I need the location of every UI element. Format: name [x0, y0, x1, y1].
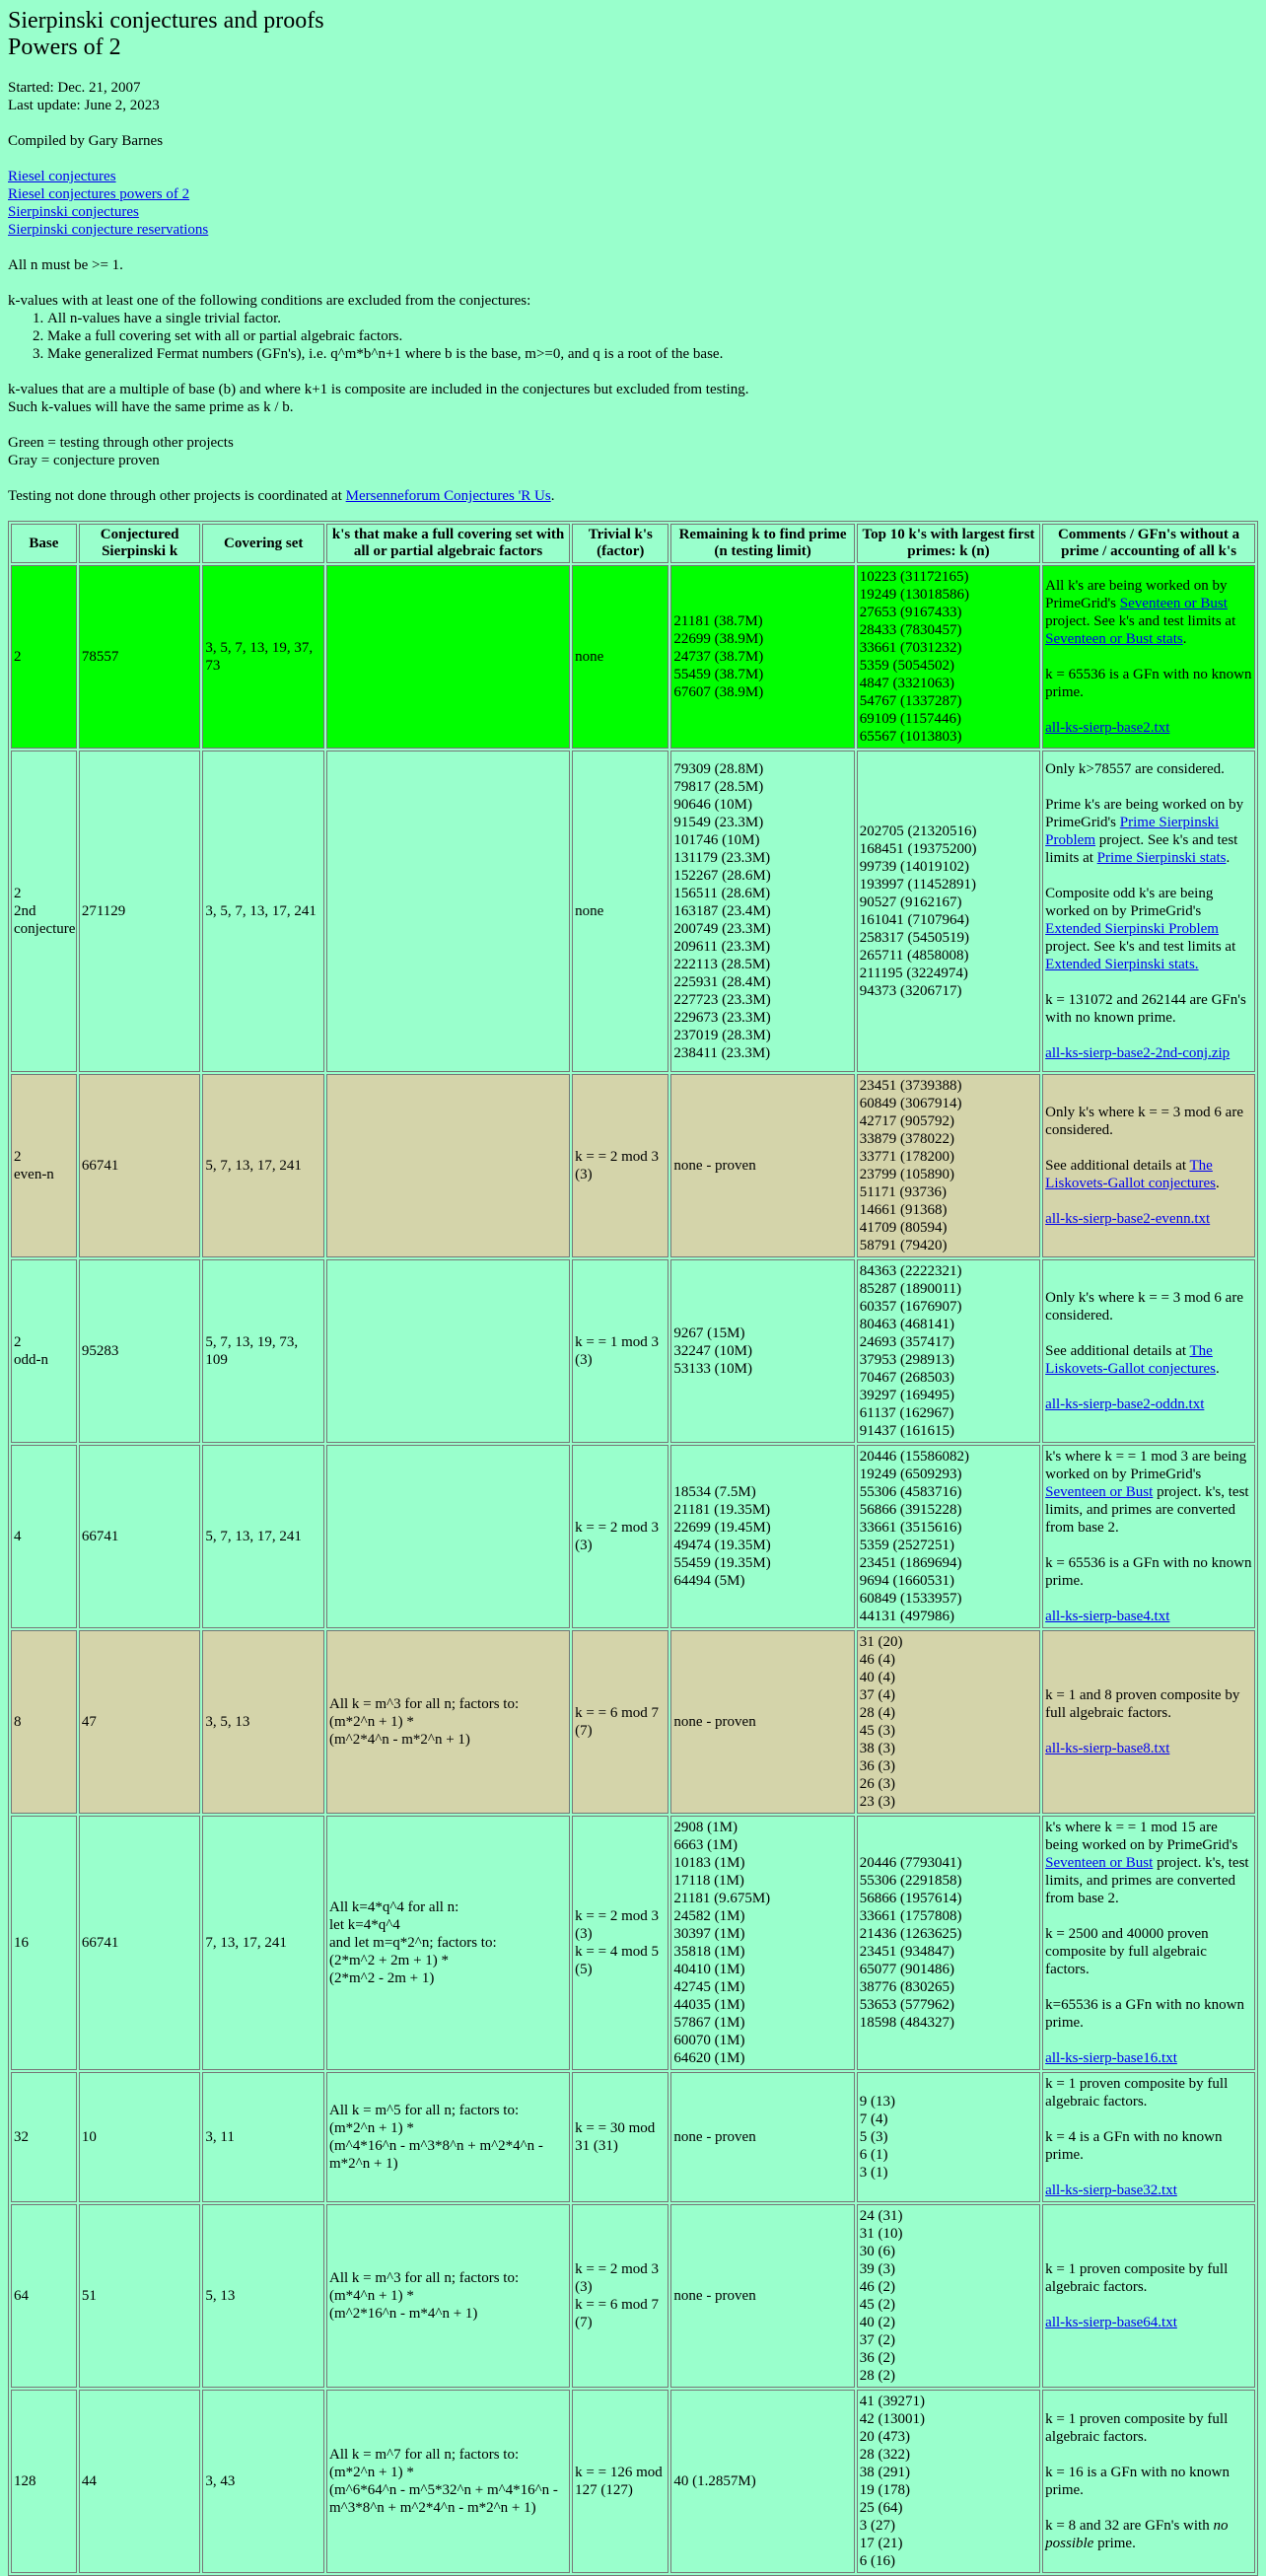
- comment-text: k = 1 and 8 proven composite by full algebraic factors.: [1045, 1687, 1240, 1721]
- cell-base: 2: [11, 565, 77, 749]
- table-row: [11, 1259, 1255, 1443]
- comment-text: project. See k's and test limits at: [1045, 939, 1236, 955]
- table-row: [11, 2390, 1255, 2573]
- cell-comments: [1042, 751, 1255, 1072]
- cell-base: 2 2nd conjecture: [11, 751, 77, 1072]
- comment-link[interactable]: all-ks-sierp-base4.txt: [1045, 1609, 1170, 1624]
- comment-text: k = 1 proven composite by full algebraic factors.: [1045, 2261, 1229, 2295]
- cell-remaining-k: 2908 (1M) 6663 (1M) 10183 (1M) 17118 (1M) 21181 (9.675M) 24582 (1M) 30397 (1M) 35818 (1M) 40410 (1M) 42745 (1M) 44035 (1M) 57867 (1M) 60070 (1M) 64620 (1M): [670, 1816, 854, 2070]
- cell-remaining-k: 79309 (28.8M) 79817 (28.5M) 90646 (10M) 91549 (23.3M) 101746 (10M) 131179 (23.3M) 152267 (28.6M) 156511 (28.6M) 163187 (23.4M) 200749 (23.3M) 209611 (23.3M) 222113 (28.5M) 225931 (28.4M) 227723 (23.3M) 229673 (23.3M) 237019 (28.3M) 238411 (23.3M): [670, 751, 854, 1072]
- cell-remaining-k: none - proven: [670, 1074, 854, 1257]
- link-sierpinski-conjectures[interactable]: Sierpinski conjectures: [8, 204, 139, 220]
- cell-base: 64: [11, 2204, 77, 2388]
- cell-comments: [1042, 1259, 1255, 1443]
- table-row: [11, 565, 1255, 749]
- cell-top10: 20446 (15586082) 19249 (6509293) 55306 (4583716) 56866 (3915228) 33661 (3515616) 5359 (2527251) 23451 (1869694) 9694 (1660531) 60849 (1533957) 44131 (497986): [857, 1445, 1040, 1628]
- comment-link[interactable]: all-ks-sierp-base32.txt: [1045, 2182, 1177, 2198]
- cell-top10: 10223 (31172165) 19249 (13018586) 27653 (9167433) 28433 (7830457) 33661 (7031232) 5359 (5054502) 4847 (3321063) 54767 (1337287) 69109 (1157446) 65567 (1013803): [857, 565, 1040, 749]
- comment-link[interactable]: The Liskovets-Gallot conjectures: [1045, 1158, 1217, 1191]
- cell-conjectured-k: 78557: [79, 565, 201, 749]
- cell-top10: 84363 (2222321) 85287 (1890011) 60357 (1676907) 80463 (468141) 24693 (357417) 37953 (298913) 70467 (268503) 39297 (169495) 61137 (162967) 91437 (161615): [857, 1259, 1040, 1443]
- coordination-end: .: [550, 488, 555, 504]
- cell-top10: 41 (39271) 42 (13001) 20 (473) 28 (322) 38 (291) 19 (178) 25 (64) 3 (27) 17 (21) 6 (16): [857, 2390, 1040, 2573]
- cell-algebraic-ks: All k=4*q^4 for all n: let k=4*q^4 and let m=q*2^n; factors to: (2*m^2 + 2m + 1) * (2*m^2 - 2m + 1): [326, 1816, 570, 2070]
- comment-text: Only k's where k = = 3 mod 6 are considered. See additional details at: [1045, 1105, 1243, 1174]
- cell-top10: 23451 (3739388) 60849 (3067914) 42717 (905792) 33879 (378022) 33771 (178200) 23799 (105890) 51171 (93736) 14661 (91368) 41709 (80594) 58791 (79420): [857, 1074, 1040, 1257]
- comment-link[interactable]: Seventeen or Bust stats: [1045, 631, 1183, 647]
- cell-remaining-k: none - proven: [670, 2204, 854, 2388]
- title-line1: Sierpinski conjectures and proofs: [8, 8, 324, 34]
- cell-covering-set: 5, 7, 13, 17, 241: [202, 1445, 324, 1628]
- comment-link[interactable]: all-ks-sierp-base2-evenn.txt: [1045, 1211, 1211, 1227]
- cell-remaining-k: 9267 (15M) 32247 (10M) 53133 (10M): [670, 1259, 854, 1443]
- comment-text: prime.: [1093, 2536, 1136, 2551]
- comment-link[interactable]: Prime Sierpinski stats: [1096, 850, 1227, 866]
- comment-text: . k = 65536 is a GFn with no known prime.: [1045, 631, 1252, 700]
- link-mersenneforum[interactable]: Mersenneforum Conjectures 'R Us: [345, 488, 551, 504]
- comment-text: project. k's, test limits, and primes are converted from base 2. k = 2500 and 40000 proven composite by full algebraic factors. k=65536 is a GFn with no known prime.: [1045, 1855, 1249, 2031]
- comment-link[interactable]: all-ks-sierp-base2.txt: [1045, 720, 1170, 736]
- cell-covering-set: 5, 13: [202, 2204, 324, 2388]
- exclusion-item: 2. Make a full covering set with all or partial algebraic factors.: [47, 327, 1258, 345]
- cell-conjectured-k: 66741: [79, 1074, 201, 1257]
- comment-text: k's where k = = 1 mod 3 are being worked on by PrimeGrid's: [1045, 1449, 1247, 1482]
- comment-text: k = 1 proven composite by full algebraic factors. k = 16 is a GFn with no known prime. k = 8 and 32 are GFn's with: [1045, 2411, 1230, 2534]
- cell-conjectured-k: 271129: [79, 751, 201, 1072]
- cell-top10: 20446 (7793041) 55306 (2291858) 56866 (1957614) 33661 (1757808) 21436 (1263625) 23451 (934847) 65077 (901486) 38776 (830265) 53653 (577962) 18598 (484327): [857, 1816, 1040, 2070]
- cell-base: 32: [11, 2072, 77, 2202]
- n-rule: All n must be >= 1.: [8, 257, 123, 273]
- cell-trivial-ks: k = = 2 mod 3 (3): [572, 1445, 668, 1628]
- multiple-rule-line1: k-values that are a multiple of base (b) and where k+1 is composite are included in the conjectures but excluded from testing.: [8, 382, 749, 397]
- cell-top10: 24 (31) 31 (10) 30 (6) 39 (3) 46 (2) 45 (2) 40 (2) 37 (2) 36 (2) 28 (2): [857, 2204, 1040, 2388]
- cell-algebraic-ks: [326, 1445, 570, 1628]
- comment-text: Only k>78557 are considered. Prime k's are being worked on by PrimeGrid's: [1045, 761, 1244, 830]
- cell-base: 8: [11, 1630, 77, 1814]
- comment-link[interactable]: Prime Sierpinski Problem: [1045, 815, 1220, 848]
- table-row: [11, 1816, 1255, 2070]
- comment-link[interactable]: all-ks-sierp-base8.txt: [1045, 1741, 1170, 1756]
- table-row: [11, 2204, 1255, 2388]
- table-row: [11, 1630, 1255, 1814]
- table-row: [11, 1445, 1255, 1628]
- cell-comments: [1042, 1630, 1255, 1814]
- cell-comments: [1042, 1074, 1255, 1257]
- exclusion-item: 3. Make generalized Fermat numbers (GFn's), i.e. q^m*b^n+1 where b is the base, m>=0, and q is a root of the base.: [47, 345, 1258, 363]
- header-covering-set: Covering set: [202, 524, 324, 563]
- cell-covering-set: 3, 5, 7, 13, 19, 37, 73: [202, 565, 324, 749]
- cell-conjectured-k: 95283: [79, 1259, 201, 1443]
- cell-base: 16: [11, 1816, 77, 2070]
- exclusion-rules: [8, 292, 1258, 363]
- comment-text: project. k's, test limits, and primes are converted from base 2. k = 65536 is a GFn with no known prime.: [1045, 1484, 1252, 1589]
- cell-trivial-ks: none: [572, 565, 668, 749]
- comment-emphasis: no possible: [1045, 2518, 1229, 2551]
- cell-conjectured-k: 66741: [79, 1816, 201, 2070]
- link-sierpinski-reservations[interactable]: Sierpinski conjecture reservations: [8, 222, 209, 238]
- nav-links: [8, 168, 1258, 239]
- coordination-text: Testing not done through other projects is coordinated at: [8, 488, 346, 504]
- link-riesel-powers-of-2[interactable]: Riesel conjectures powers of 2: [8, 186, 190, 202]
- cell-base: 2 odd-n: [11, 1259, 77, 1443]
- cell-covering-set: 3, 43: [202, 2390, 324, 2573]
- cell-covering-set: 7, 13, 17, 241: [202, 1816, 324, 2070]
- comment-link[interactable]: Seventeen or Bust: [1045, 1855, 1154, 1871]
- legend-gray: Gray = conjecture proven: [8, 453, 160, 468]
- cell-algebraic-ks: [326, 1259, 570, 1443]
- cell-top10: 31 (20) 46 (4) 40 (4) 37 (4) 28 (4) 45 (3) 38 (3) 36 (3) 26 (3) 23 (3): [857, 1630, 1040, 1814]
- cell-algebraic-ks: [326, 1074, 570, 1257]
- cell-algebraic-ks: [326, 565, 570, 749]
- comment-text: project. See k's and test limits at: [1045, 613, 1236, 629]
- color-legend: [8, 434, 1258, 469]
- cell-algebraic-ks: All k = m^5 for all n; factors to: (m*2^n + 1) * (m^4*16^n - m^3*8^n + m^2*4^n - m*2^n + 1): [326, 2072, 570, 2202]
- comment-link[interactable]: The Liskovets-Gallot conjectures: [1045, 1343, 1217, 1377]
- cell-comments: [1042, 2204, 1255, 2388]
- title-line2: Powers of 2: [8, 35, 121, 60]
- cell-conjectured-k: 66741: [79, 1445, 201, 1628]
- updated-date: Last update: June 2, 2023: [8, 98, 160, 113]
- cell-conjectured-k: 51: [79, 2204, 201, 2388]
- cell-algebraic-ks: All k = m^7 for all n; factors to: (m*2^n + 1) * (m^6*64^n - m^5*32^n + m^4*16^n - m^3*8^n + m^2*4^n - m*2^n + 1): [326, 2390, 570, 2573]
- table-body: [11, 565, 1255, 2573]
- cell-comments: [1042, 565, 1255, 749]
- exclusion-intro: k-values with at least one of the following conditions are excluded from the conjectures:: [8, 293, 531, 309]
- comment-text: Only k's where k = = 3 mod 6 are considered. See additional details at: [1045, 1290, 1243, 1359]
- header-base: Base: [11, 524, 77, 563]
- comment-text: k = 131072 and 262144 are GFn's with no known prime.: [1045, 992, 1246, 1026]
- comment-link[interactable]: all-ks-sierp-base64.txt: [1045, 2315, 1177, 2330]
- comment-text: project. See k's and test limits at: [1045, 832, 1238, 866]
- exclusion-item: 1. All n-values have a single trivial factor.: [47, 310, 1258, 327]
- comment-text: .: [1216, 1361, 1220, 1377]
- link-riesel-conjectures[interactable]: Riesel conjectures: [8, 169, 116, 184]
- compiled-by: Compiled by Gary Barnes: [8, 133, 164, 149]
- cell-covering-set: 3, 11: [202, 2072, 324, 2202]
- page-title: [8, 8, 1258, 61]
- cell-trivial-ks: k = = 1 mod 3 (3): [572, 1259, 668, 1443]
- cell-conjectured-k: 44: [79, 2390, 201, 2573]
- cell-conjectured-k: 47: [79, 1630, 201, 1814]
- legend-green: Green = testing through other projects: [8, 435, 234, 451]
- cell-base: 2 even-n: [11, 1074, 77, 1257]
- cell-trivial-ks: k = = 2 mod 3 (3) k = = 6 mod 7 (7): [572, 2204, 668, 2388]
- table-row: [11, 1074, 1255, 1257]
- started-date: Started: Dec. 21, 2007: [8, 80, 141, 96]
- header-remaining-k: Remaining k to find prime (n testing limit): [670, 524, 854, 563]
- cell-trivial-ks: k = = 2 mod 3 (3): [572, 1074, 668, 1257]
- cell-remaining-k: none - proven: [670, 1630, 854, 1814]
- cell-algebraic-ks: [326, 751, 570, 1072]
- cell-remaining-k: none - proven: [670, 2072, 854, 2202]
- cell-comments: [1042, 1816, 1255, 2070]
- comment-link[interactable]: Seventeen or Bust: [1119, 596, 1228, 611]
- cell-covering-set: 3, 5, 7, 13, 17, 241: [202, 751, 324, 1072]
- header-algebraic-ks: k's that make a full covering set with all or partial algebraic factors: [326, 524, 570, 563]
- comment-link[interactable]: all-ks-sierp-base2-oddn.txt: [1045, 1396, 1205, 1412]
- table-row: [11, 751, 1255, 1072]
- comment-text: .: [1216, 1176, 1220, 1191]
- cell-trivial-ks: k = = 2 mod 3 (3) k = = 4 mod 5 (5): [572, 1816, 668, 2070]
- cell-top10: 202705 (21320516) 168451 (19375200) 99739 (14019102) 193997 (11452891) 90527 (9162167) 161041 (7107964) 258317 (5450519) 265711 (4858008) 211195 (3224974) 94373 (3206717): [857, 751, 1040, 1072]
- conjectures-table: [8, 521, 1258, 2576]
- cell-base: 4: [11, 1445, 77, 1628]
- comment-text: . Composite odd k's are being worked on by PrimeGrid's: [1045, 850, 1231, 919]
- cell-trivial-ks: k = = 30 mod 31 (31): [572, 2072, 668, 2202]
- cell-conjectured-k: 10: [79, 2072, 201, 2202]
- comment-link[interactable]: Extended Sierpinski Problem: [1045, 921, 1219, 937]
- comment-link[interactable]: all-ks-sierp-base16.txt: [1045, 2050, 1177, 2066]
- comment-text: k = 1 proven composite by full algebraic factors. k = 4 is a GFn with no known prime.: [1045, 2076, 1229, 2163]
- cell-covering-set: 3, 5, 13: [202, 1630, 324, 1814]
- cell-algebraic-ks: All k = m^3 for all n; factors to: (m*2^n + 1) * (m^2*4^n - m*2^n + 1): [326, 1630, 570, 1814]
- coordination-note: [8, 487, 1258, 505]
- cell-base: 128: [11, 2390, 77, 2573]
- table-row: [11, 2072, 1255, 2202]
- cell-remaining-k: 21181 (38.7M) 22699 (38.9M) 24737 (38.7M) 55459 (38.7M) 67607 (38.9M): [670, 565, 854, 749]
- exclusion-list: [8, 310, 1258, 363]
- cell-remaining-k: 40 (1.2857M): [670, 2390, 854, 2573]
- cell-trivial-ks: k = = 126 mod 127 (127): [572, 2390, 668, 2573]
- multiple-rule-line2: Such k-values will have the same prime as k / b.: [8, 399, 294, 415]
- cell-covering-set: 5, 7, 13, 19, 73, 109: [202, 1259, 324, 1443]
- cell-comments: [1042, 1445, 1255, 1628]
- header-top10: Top 10 k's with largest first primes: k (n): [857, 524, 1040, 563]
- comment-text: k's where k = = 1 mod 15 are being worked on by PrimeGrid's: [1045, 1820, 1238, 1853]
- comment-link[interactable]: all-ks-sierp-base2-2nd-conj.zip: [1045, 1045, 1231, 1061]
- dates: [8, 79, 1258, 114]
- cell-trivial-ks: k = = 6 mod 7 (7): [572, 1630, 668, 1814]
- cell-remaining-k: 18534 (7.5M) 21181 (19.35M) 22699 (19.45M) 49474 (19.35M) 55459 (19.35M) 64494 (5M): [670, 1445, 854, 1628]
- cell-top10: 9 (13) 7 (4) 5 (3) 6 (1) 3 (1): [857, 2072, 1040, 2202]
- header-comments: Comments / GFn's without a prime / accounting of all k's: [1042, 524, 1255, 563]
- comment-text: All k's are being worked on by PrimeGrid's: [1045, 578, 1228, 611]
- cell-comments: [1042, 2072, 1255, 2202]
- cell-trivial-ks: none: [572, 751, 668, 1072]
- cell-comments: [1042, 2390, 1255, 2573]
- table-header-row: [11, 524, 1255, 563]
- comment-link[interactable]: Seventeen or Bust: [1045, 1484, 1154, 1500]
- header-trivial-ks: Trivial k's (factor): [572, 524, 668, 563]
- cell-covering-set: 5, 7, 13, 17, 241: [202, 1074, 324, 1257]
- cell-algebraic-ks: All k = m^3 for all n; factors to: (m*4^n + 1) * (m^2*16^n - m*4^n + 1): [326, 2204, 570, 2388]
- header-conjectured-k: Conjectured Sierpinski k: [79, 524, 201, 563]
- comment-link[interactable]: Extended Sierpinski stats.: [1045, 957, 1199, 972]
- multiple-rule: [8, 381, 1258, 416]
